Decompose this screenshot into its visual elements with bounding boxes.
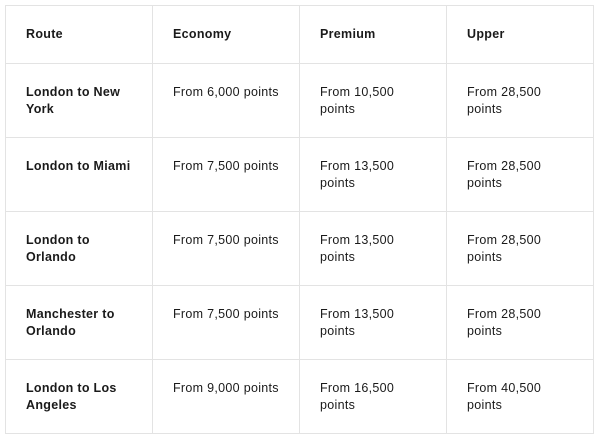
header-premium: Premium [300, 6, 447, 64]
premium-cell: From 13,500 points [300, 138, 447, 212]
premium-cell: From 16,500 points [300, 360, 447, 434]
table-row [6, 360, 594, 434]
upper-cell: From 28,500 points [447, 212, 594, 286]
upper-cell: From 28,500 points [447, 286, 594, 360]
upper-cell: From 28,500 points [447, 138, 594, 212]
route-cell: London to Los Angeles [6, 360, 153, 434]
premium-cell: From 10,500 points [300, 64, 447, 138]
header-economy: Economy [153, 6, 300, 64]
table-header-row [6, 6, 594, 64]
route-cell: London to New York [6, 64, 153, 138]
points-table [5, 5, 594, 434]
table-row [6, 212, 594, 286]
economy-cell: From 9,000 points [153, 360, 300, 434]
route-cell: London to Orlando [6, 212, 153, 286]
route-cell: London to Miami [6, 138, 153, 212]
economy-cell: From 7,500 points [153, 212, 300, 286]
premium-cell: From 13,500 points [300, 286, 447, 360]
table-row [6, 286, 594, 360]
economy-cell: From 7,500 points [153, 286, 300, 360]
table-row [6, 64, 594, 138]
premium-cell: From 13,500 points [300, 212, 447, 286]
header-route: Route [6, 6, 153, 64]
upper-cell: From 28,500 points [447, 64, 594, 138]
points-table-container [5, 5, 593, 432]
economy-cell: From 7,500 points [153, 138, 300, 212]
table-row [6, 138, 594, 212]
route-cell: Manchester to Orlando [6, 286, 153, 360]
upper-cell: From 40,500 points [447, 360, 594, 434]
header-upper: Upper [447, 6, 594, 64]
economy-cell: From 6,000 points [153, 64, 300, 138]
